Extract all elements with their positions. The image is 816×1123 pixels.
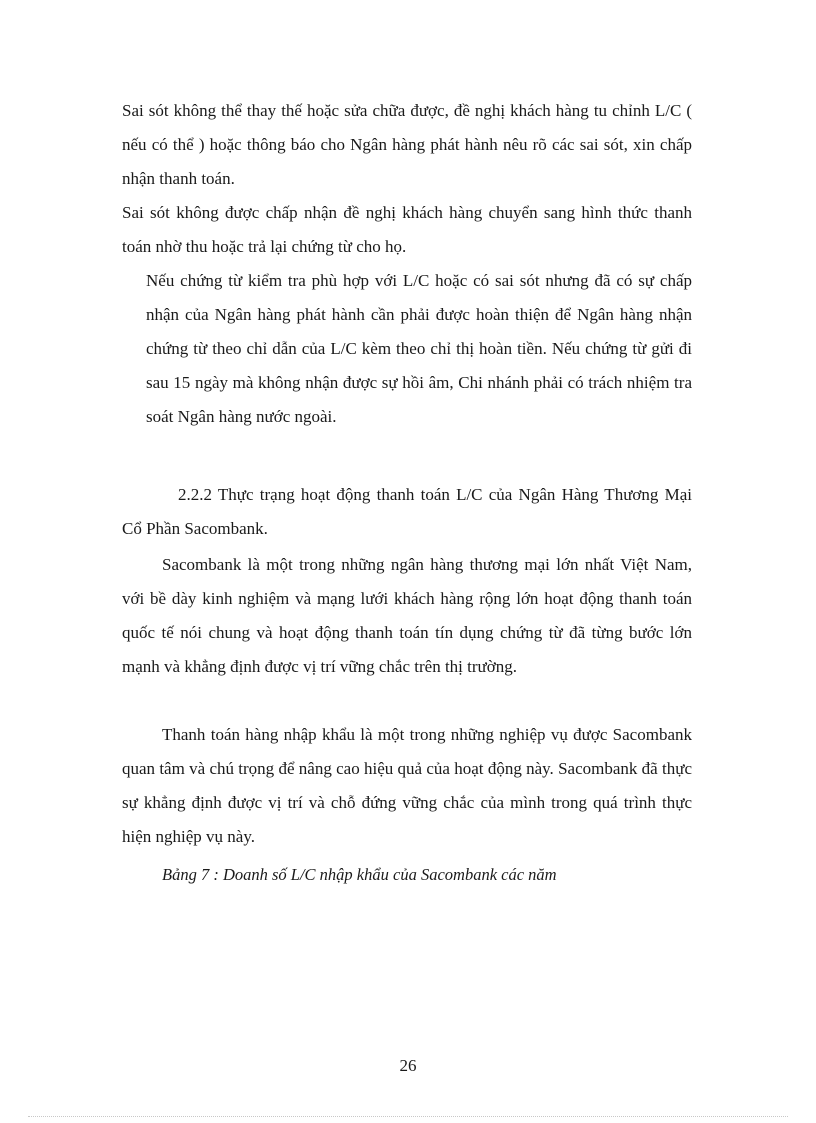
table-caption: Bảng 7 : Doanh số L/C nhập khẩu của Sacombank các năm — [162, 865, 557, 884]
page-bottom-divider — [28, 1116, 788, 1117]
paragraph-sacombank-overview: Sacombank là một trong những ngân hàng thương mại lớn nhất Việt Nam, với bề dày kinh nghiệm và mạng lưới khách hàng rộng lớn hoạt động thanh toán quốc tế nói chung và hoạt động thanh toán tín dụng chứng từ đã từng bước lớn mạnh và khẳng định được vị trí vững chắc trên thị trường. — [122, 555, 692, 676]
paragraph-discrepancy-uncorrectable: Sai sót không thể thay thế hoặc sửa chữa được, đề nghị khách hàng tu chỉnh L/C ( nếu có thể ) hoặc thông báo cho Ngân hàng phát hành nêu rõ các sai sót, xin chấp nhận thanh toán. — [122, 101, 692, 188]
paragraph-import-payment: Thanh toán hàng nhập khẩu là một trong những nghiệp vụ được Sacombank quan tâm và chú trọng để nâng cao hiệu quả của hoạt động này. Sacombank đã thực sự khẳng định được vị trí và chỗ đứng vững chắc của mình trong quá trình thực hiện nghiệp vụ này. — [122, 725, 692, 846]
paragraph-documents-compliant: Nếu chứng từ kiểm tra phù hợp với L/C hoặc có sai sót nhưng đã có sự chấp nhận của Ngân hàng phát hành cần phải được hoàn thiện để Ngân hàng nhận chứng từ theo chỉ dẫn của L/C kèm theo chỉ thị hoàn tiền. Nếu chứng từ gửi đi sau 15 ngày mà không nhận được sự hồi âm, Chi nhánh phải có trách nhiệm tra soát Ngân hàng nước ngoài. — [146, 271, 692, 426]
page-number: 26 — [399, 1056, 417, 1075]
section-heading: 2.2.2 Thực trạng hoạt động thanh toán L/C của Ngân Hàng Thương Mại Cổ Phần Sacombank. — [122, 485, 692, 538]
paragraph-discrepancy-rejected: Sai sót không được chấp nhận đề nghị khách hàng chuyển sang hình thức thanh toán nhờ thu hoặc trả lại chứng từ cho họ. — [122, 203, 692, 256]
